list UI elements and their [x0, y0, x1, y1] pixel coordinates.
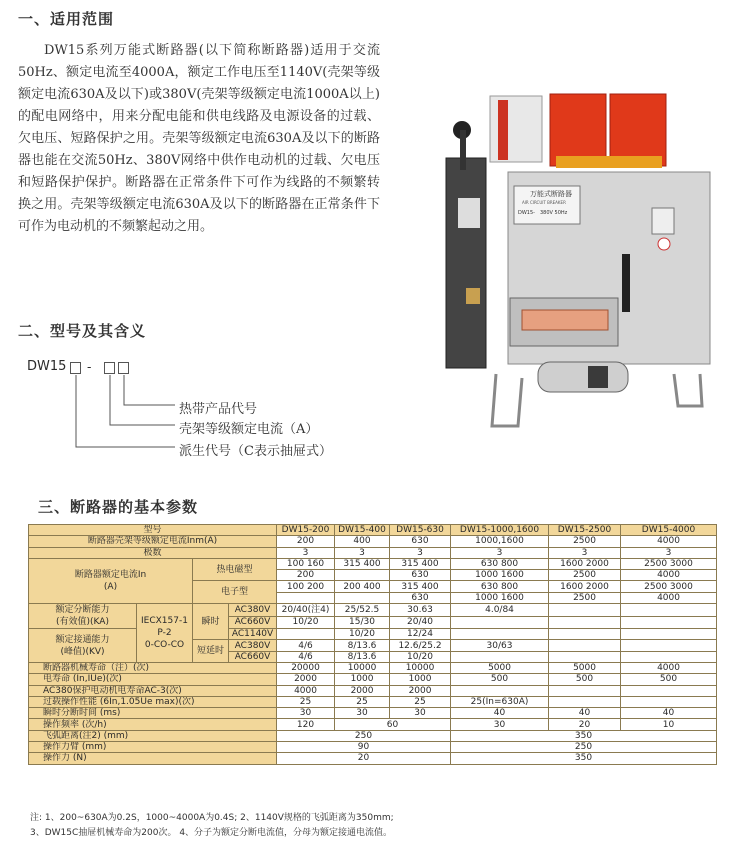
table-row	[29, 604, 717, 617]
table-cell: 120	[277, 719, 335, 730]
table-row	[29, 685, 717, 696]
table-cell: 350	[451, 753, 717, 764]
table-cell: AC380V	[229, 604, 277, 617]
table-row	[29, 547, 717, 558]
table-cell: 630 800	[451, 558, 549, 569]
section-title-params: 三、断路器的基本参数	[38, 498, 199, 516]
table-cell: 1000 1600	[451, 570, 549, 581]
table-cell: 10/20	[277, 616, 335, 629]
table-cell	[621, 685, 717, 696]
table-cell	[451, 685, 549, 696]
table-cell: 操作力臂 (mm)	[29, 742, 277, 753]
table-cell: AC660V	[229, 651, 277, 662]
table-row	[29, 696, 717, 707]
model-desc-tropical: 热带产品代号	[179, 402, 258, 417]
table-cell: 25/52.5	[335, 604, 390, 617]
table-cell: 200	[277, 570, 335, 581]
table-cell: 瞬时分断时间 (ms)	[29, 708, 277, 719]
table-cell: 操作频率 (次/h)	[29, 719, 277, 730]
table-cell: 200 400	[335, 581, 390, 592]
model-box-frame-current	[104, 362, 115, 374]
table-cell: 60	[335, 719, 451, 730]
table-cell: 25	[335, 696, 390, 707]
table-cell: AC660V	[229, 616, 277, 629]
table-cell: 2500	[549, 536, 621, 547]
table-cell: 电寿命 (In,IUe)(次)	[29, 674, 277, 685]
table-cell: 8/13.6	[335, 640, 390, 651]
table-cell: 2000	[335, 685, 390, 696]
table-cell: 30	[390, 708, 451, 719]
table-row	[29, 742, 717, 753]
table-cell: AC380保护电动机电寿命AC-3(次)	[29, 685, 277, 696]
table-row	[29, 674, 717, 685]
table-cell: AC380V	[229, 640, 277, 651]
table-cell: 25	[277, 696, 335, 707]
table-cell: 30.63	[390, 604, 451, 617]
table-row	[29, 525, 717, 536]
table-cell: 10000	[335, 662, 390, 673]
table-cell: 630 800	[451, 581, 549, 592]
arc-chute-orange-1	[550, 94, 606, 166]
table-cell: 过载操作性能 (6In,1.05Ue max)(次)	[29, 696, 277, 707]
table-cell: 10/20	[335, 629, 390, 640]
table-cell	[451, 629, 549, 640]
table-cell	[549, 696, 621, 707]
table-cell: 100 160	[277, 558, 335, 569]
table-cell: DW15-1000,1600	[451, 525, 549, 536]
table-cell: 90	[277, 742, 451, 753]
operating-lever	[622, 254, 630, 312]
table-cell: DW15-630	[390, 525, 451, 536]
table-cell: 短延时	[193, 640, 229, 663]
table-row	[29, 719, 717, 730]
table-cell: 4000	[621, 536, 717, 547]
table-cell: 40	[549, 708, 621, 719]
section-title-scope: 一、适用范围	[18, 10, 115, 28]
nameplate-model: DW15-	[518, 210, 535, 216]
table-cell: 30	[335, 708, 390, 719]
table-cell: 250	[451, 742, 717, 753]
table-cell: DW15-400	[335, 525, 390, 536]
table-cell: 1000,1600	[451, 536, 549, 547]
table-cell: 200	[277, 536, 335, 547]
table-cell	[549, 640, 621, 651]
table-cell	[621, 604, 717, 617]
table-cell: 5000	[451, 662, 549, 673]
table-cell	[621, 696, 717, 707]
table-cell: 操作力 (N)	[29, 753, 277, 764]
table-cell: 100 200	[277, 581, 335, 592]
table-cell: 4000	[277, 685, 335, 696]
table-cell: 630	[390, 536, 451, 547]
table-row	[29, 558, 717, 569]
table-cell: 20000	[277, 662, 335, 673]
table-cell: 20/40(注4)	[277, 604, 335, 617]
table-cell: AC1140V	[229, 629, 277, 640]
table-note-1: 注: 1、200~630A为0.2S，1000~4000A为0.4S; 2、1140V规格的飞弧距离为350mm;	[30, 813, 394, 823]
table-cell: 4000	[621, 662, 717, 673]
table-cell: 断路器额定电流In (A)	[29, 558, 193, 603]
table-cell	[335, 570, 390, 581]
table-cell	[549, 651, 621, 662]
table-cell: 1000	[390, 674, 451, 685]
table-cell: 500	[451, 674, 549, 685]
table-cell	[549, 604, 621, 617]
table-cell	[549, 616, 621, 629]
table-cell: 350	[451, 730, 717, 741]
table-cell	[277, 629, 335, 640]
table-cell: 断路器机械寿命（注）(次)	[29, 662, 277, 673]
table-cell: 4/6	[277, 640, 335, 651]
table-cell: 电子型	[193, 581, 277, 604]
model-desc-frame-current: 壳架等级额定电流（A）	[179, 422, 319, 437]
table-cell: 20/40	[390, 616, 451, 629]
table-cell: 15/30	[335, 616, 390, 629]
table-cell: 1600 2000	[549, 581, 621, 592]
table-cell: 30/63	[451, 640, 549, 651]
table-cell: 2500 3000	[621, 558, 717, 569]
table-cell: IECX157-1 P-2 0-CO-CO	[137, 604, 193, 663]
table-cell: 2500 3000	[621, 581, 717, 592]
nameplate-sub: AIR CIRCUIT BREAKER	[522, 200, 566, 205]
model-box-tropical	[118, 362, 129, 374]
table-cell: 热电磁型	[193, 558, 277, 581]
table-cell: 8/13.6	[335, 651, 390, 662]
table-cell: 4000	[621, 592, 717, 603]
table-cell	[621, 640, 717, 651]
table-row	[29, 753, 717, 764]
table-cell: 3	[390, 547, 451, 558]
table-cell: 瞬时	[193, 604, 229, 640]
table-cell: 10/20	[390, 651, 451, 662]
table-cell: 30	[277, 708, 335, 719]
table-cell: 1000	[335, 674, 390, 685]
table-cell: 3	[451, 547, 549, 558]
table-cell: DW15-200	[277, 525, 335, 536]
table-cell: 4/6	[277, 651, 335, 662]
table-cell: 400	[335, 536, 390, 547]
table-cell: DW15-4000	[621, 525, 717, 536]
table-cell	[277, 592, 335, 603]
table-cell: 2000	[277, 674, 335, 685]
table-cell: 极数	[29, 547, 277, 558]
nameplate-title: 万能式断路器	[530, 190, 572, 198]
cell-model-label: 型号	[29, 525, 277, 536]
model-box-derivative	[70, 362, 81, 374]
circuit-breaker-photo	[438, 88, 720, 428]
table-cell: 4.0/84	[451, 604, 549, 617]
table-cell: 1600 2000	[549, 558, 621, 569]
scope-paragraph: DW15系列万能式断路器(以下简称断路器)适用于交流50Hz、额定电流至4000A，额定工作电压至1140V(壳架等级额定电流630A及以下)或380V(壳架等级额定电流1000A以上)的配电网络中，用来分配电能和供电线路及电源设备的过载、欠电压、短路保护之用。壳架等级额定电流630A及以下的断路器也能在交流50Hz、380V网络中供作电动机的过载、欠电压和短路保护保护。断路器在正常条件下可作为线路的不频繁转换之用。壳架等级额定电流630A及以下的断路器在正常条件下可作为电动机的不频繁起动之用。	[18, 43, 380, 234]
table-cell: 3	[277, 547, 335, 558]
table-row	[29, 629, 717, 640]
table-cell	[621, 616, 717, 629]
model-prefix: DW15	[27, 359, 67, 374]
side-mechanism	[446, 158, 486, 368]
table-cell: 3	[335, 547, 390, 558]
table-cell: 250	[277, 730, 451, 741]
table-cell	[335, 592, 390, 603]
table-cell: DW15-2500	[549, 525, 621, 536]
table-cell	[451, 616, 549, 629]
table-cell: 25(In=630A)	[451, 696, 549, 707]
table-cell: 630	[390, 570, 451, 581]
table-row	[29, 536, 717, 547]
table-cell: 2500	[549, 592, 621, 603]
model-desc-derivative: 派生代号（C表示抽屉式）	[179, 444, 332, 459]
table-cell: 10000	[390, 662, 451, 673]
table-cell: 315 400	[390, 558, 451, 569]
table-cell: 500	[549, 674, 621, 685]
model-dash: -	[87, 360, 92, 375]
table-cell: 20	[549, 719, 621, 730]
indicator-icon	[658, 238, 670, 250]
table-row	[29, 662, 717, 673]
table-cell	[621, 651, 717, 662]
table-cell: 25	[390, 696, 451, 707]
arc-chute-white	[490, 96, 542, 162]
table-cell	[621, 629, 717, 640]
table-cell: 40	[621, 708, 717, 719]
table-cell: 12/24	[390, 629, 451, 640]
table-cell: 500	[621, 674, 717, 685]
table-cell: 断路器壳架等级额定电流Inm(A)	[29, 536, 277, 547]
table-cell: 飞弧距离(注2) (mm)	[29, 730, 277, 741]
table-note-2: 3、DW15C抽屉机械寿命为200次。 4、分子为额定分断电流值，分母为额定接通电流值。	[30, 828, 393, 838]
table-cell	[451, 651, 549, 662]
table-cell: 2500	[549, 570, 621, 581]
table-cell: 10	[621, 719, 717, 730]
arc-chute-orange-2	[610, 94, 666, 166]
table-cell: 5000	[549, 662, 621, 673]
section-title-model: 二、型号及其含义	[18, 322, 147, 340]
nameplate-rating: 380V 50Hz	[540, 210, 568, 216]
table-row	[29, 708, 717, 719]
table-cell: 20	[277, 753, 451, 764]
table-cell: 3	[549, 547, 621, 558]
table-cell: 315 400	[335, 558, 390, 569]
table-cell: 额定分断能力 (有效值)(KA)	[29, 604, 137, 629]
table-cell: 12.6/25.2	[390, 640, 451, 651]
table-cell: 40	[451, 708, 549, 719]
table-cell: 4000	[621, 570, 717, 581]
motor	[538, 362, 628, 392]
table-cell: 630	[390, 592, 451, 603]
table-cell	[549, 629, 621, 640]
table-cell: 额定接通能力 (峰值)(KV)	[29, 629, 137, 663]
table-cell: 1000 1600	[451, 592, 549, 603]
table-cell: 30	[451, 719, 549, 730]
table-cell: 315 400	[390, 581, 451, 592]
table-row	[29, 730, 717, 741]
table-cell: 3	[621, 547, 717, 558]
table-cell: 2000	[390, 685, 451, 696]
parameters-table	[28, 524, 717, 765]
table-cell	[549, 685, 621, 696]
